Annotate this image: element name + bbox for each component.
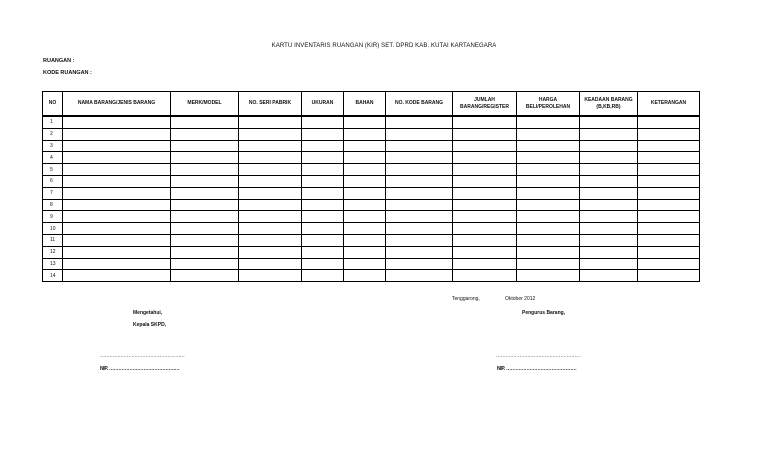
table-cell bbox=[63, 199, 171, 211]
row-number: 3 bbox=[43, 140, 63, 152]
table-cell bbox=[344, 164, 386, 176]
table-cell bbox=[638, 140, 700, 152]
table-cell bbox=[517, 140, 580, 152]
table-cell bbox=[580, 116, 638, 128]
row-number: 10 bbox=[43, 223, 63, 235]
table-cell bbox=[638, 223, 700, 235]
table-cell bbox=[302, 152, 344, 164]
table-cell bbox=[302, 246, 344, 258]
mengetahui-label: Mengetahui, bbox=[133, 310, 163, 316]
signing-date: Oktober 2012 bbox=[505, 296, 536, 302]
table-cell bbox=[302, 187, 344, 199]
table-cell bbox=[453, 199, 517, 211]
row-number: 1 bbox=[43, 116, 63, 128]
signature-line-right: ……………………………………………… bbox=[496, 353, 581, 359]
table-cell bbox=[344, 116, 386, 128]
table-cell bbox=[386, 223, 453, 235]
table-cell bbox=[580, 270, 638, 282]
table-cell bbox=[580, 223, 638, 235]
table-row bbox=[43, 223, 700, 235]
table-cell bbox=[386, 140, 453, 152]
table-cell bbox=[638, 234, 700, 246]
table-cell bbox=[239, 175, 302, 187]
table-row bbox=[43, 246, 700, 258]
table-cell bbox=[638, 246, 700, 258]
row-number: 7 bbox=[43, 187, 63, 199]
table-cell bbox=[302, 234, 344, 246]
header-no-kode-barang: NO. KODE BARANG bbox=[386, 92, 453, 117]
table-cell bbox=[171, 116, 239, 128]
table-cell bbox=[517, 234, 580, 246]
table-cell bbox=[63, 258, 171, 270]
table-cell bbox=[453, 116, 517, 128]
table-cell bbox=[638, 187, 700, 199]
signing-place: Tenggarong, bbox=[452, 296, 480, 302]
table-cell bbox=[239, 223, 302, 235]
row-number: 12 bbox=[43, 246, 63, 258]
table-cell bbox=[302, 270, 344, 282]
table-cell bbox=[386, 128, 453, 140]
row-number: 2 bbox=[43, 128, 63, 140]
table-cell bbox=[638, 152, 700, 164]
table-cell bbox=[344, 223, 386, 235]
table-cell bbox=[453, 128, 517, 140]
table-row bbox=[43, 270, 700, 282]
ruangan-label: RUANGAN : bbox=[43, 58, 75, 64]
table-cell bbox=[171, 246, 239, 258]
table-cell bbox=[517, 187, 580, 199]
table-cell bbox=[171, 128, 239, 140]
table-cell bbox=[302, 140, 344, 152]
table-row bbox=[43, 211, 700, 223]
table-row bbox=[43, 116, 700, 128]
header-keadaan-barang bbox=[580, 92, 638, 117]
header-jumlah-line1: JUMLAH bbox=[474, 96, 495, 103]
table-cell bbox=[517, 116, 580, 128]
table-row bbox=[43, 234, 700, 246]
table-cell bbox=[302, 116, 344, 128]
document-title: KARTU INVENTARIS RUANGAN (KIR) SET. DPRD KAB. KUTAI KARTANEGARA bbox=[271, 43, 497, 49]
table-cell bbox=[239, 128, 302, 140]
table-cell bbox=[638, 175, 700, 187]
table-cell bbox=[517, 223, 580, 235]
table-cell bbox=[386, 211, 453, 223]
table-cell bbox=[171, 140, 239, 152]
table-cell bbox=[171, 270, 239, 282]
inventory-table-body bbox=[43, 116, 700, 282]
row-number: 11 bbox=[43, 234, 63, 246]
table-cell bbox=[171, 187, 239, 199]
table-cell bbox=[239, 152, 302, 164]
table-row bbox=[43, 258, 700, 270]
table-row bbox=[43, 128, 700, 140]
table-cell bbox=[386, 164, 453, 176]
kode-ruangan-label: KODE RUANGAN : bbox=[43, 70, 92, 76]
table-cell bbox=[63, 175, 171, 187]
table-cell bbox=[580, 199, 638, 211]
table-cell bbox=[171, 258, 239, 270]
table-cell bbox=[239, 270, 302, 282]
table-row bbox=[43, 152, 700, 164]
table-cell bbox=[453, 175, 517, 187]
table-cell bbox=[386, 152, 453, 164]
table-cell bbox=[239, 211, 302, 223]
table-cell bbox=[386, 234, 453, 246]
table-header-row bbox=[43, 92, 700, 117]
table-cell bbox=[171, 211, 239, 223]
table-cell bbox=[344, 187, 386, 199]
table-cell bbox=[239, 140, 302, 152]
table-cell bbox=[517, 246, 580, 258]
table-cell bbox=[580, 211, 638, 223]
table-cell bbox=[517, 128, 580, 140]
table-cell bbox=[344, 175, 386, 187]
table-cell bbox=[302, 223, 344, 235]
table-cell bbox=[239, 187, 302, 199]
table-cell bbox=[171, 199, 239, 211]
table-cell bbox=[517, 175, 580, 187]
table-cell bbox=[344, 152, 386, 164]
table-cell bbox=[453, 270, 517, 282]
table-row bbox=[43, 140, 700, 152]
table-cell bbox=[386, 270, 453, 282]
table-cell bbox=[63, 211, 171, 223]
table-cell bbox=[63, 234, 171, 246]
row-number: 9 bbox=[43, 211, 63, 223]
table-cell bbox=[638, 270, 700, 282]
table-cell bbox=[638, 211, 700, 223]
table-cell bbox=[63, 223, 171, 235]
table-cell bbox=[63, 187, 171, 199]
row-number: 6 bbox=[43, 175, 63, 187]
table-cell bbox=[580, 258, 638, 270]
table-cell bbox=[239, 164, 302, 176]
table-cell bbox=[171, 223, 239, 235]
header-jumlah-line2: BARANG/REGISTER bbox=[460, 103, 509, 110]
table-cell bbox=[453, 152, 517, 164]
table-cell bbox=[580, 152, 638, 164]
table-cell bbox=[344, 246, 386, 258]
header-no-seri-pabrik: NO. SERI PABRIK bbox=[239, 92, 302, 117]
table-cell bbox=[239, 246, 302, 258]
table-cell bbox=[302, 258, 344, 270]
table-cell bbox=[638, 258, 700, 270]
table-cell bbox=[171, 152, 239, 164]
table-cell bbox=[302, 199, 344, 211]
table-cell bbox=[386, 175, 453, 187]
table-cell bbox=[239, 116, 302, 128]
table-row bbox=[43, 175, 700, 187]
header-no: NO bbox=[43, 92, 63, 117]
table-cell bbox=[517, 164, 580, 176]
header-jumlah-barang bbox=[453, 92, 517, 117]
table-row bbox=[43, 199, 700, 211]
table-cell bbox=[453, 164, 517, 176]
row-number: 5 bbox=[43, 164, 63, 176]
table-cell bbox=[344, 199, 386, 211]
kepala-skpd-label: Kepala SKPD, bbox=[133, 322, 167, 328]
inventory-table bbox=[42, 91, 700, 282]
table-cell bbox=[386, 199, 453, 211]
table-cell bbox=[63, 270, 171, 282]
pengurus-barang-label: Pengurus Barang, bbox=[522, 310, 566, 316]
nip-left: NIP. ……………………………………… bbox=[100, 366, 180, 372]
table-cell bbox=[580, 175, 638, 187]
table-cell bbox=[344, 270, 386, 282]
header-harga-beli bbox=[517, 92, 580, 117]
table-cell bbox=[517, 199, 580, 211]
table-cell bbox=[386, 246, 453, 258]
table-cell bbox=[344, 258, 386, 270]
table-cell bbox=[302, 175, 344, 187]
table-cell bbox=[453, 223, 517, 235]
table-cell bbox=[171, 175, 239, 187]
table-cell bbox=[638, 116, 700, 128]
row-number: 8 bbox=[43, 199, 63, 211]
table-cell bbox=[517, 258, 580, 270]
table-cell bbox=[517, 211, 580, 223]
table-cell bbox=[638, 164, 700, 176]
table-cell bbox=[638, 199, 700, 211]
table-cell bbox=[344, 234, 386, 246]
header-bahan: BAHAN bbox=[344, 92, 386, 117]
header-keadaan-line2: (B,KB,RB) bbox=[596, 103, 621, 110]
header-harga-line1: HARGA bbox=[538, 96, 558, 103]
table-cell bbox=[453, 258, 517, 270]
table-cell bbox=[302, 164, 344, 176]
table-row bbox=[43, 187, 700, 199]
row-number: 13 bbox=[43, 258, 63, 270]
table-row bbox=[43, 164, 700, 176]
table-cell bbox=[386, 258, 453, 270]
table-cell bbox=[517, 270, 580, 282]
table-cell bbox=[580, 140, 638, 152]
table-cell bbox=[302, 211, 344, 223]
table-cell bbox=[239, 199, 302, 211]
table-cell bbox=[580, 164, 638, 176]
nip-right: NIP. ……………………………………… bbox=[497, 366, 577, 372]
table-cell bbox=[171, 234, 239, 246]
table-cell bbox=[63, 140, 171, 152]
table-cell bbox=[453, 234, 517, 246]
table-cell bbox=[63, 246, 171, 258]
table-cell bbox=[453, 140, 517, 152]
table-cell bbox=[344, 128, 386, 140]
header-ukuran: UKURAN bbox=[302, 92, 344, 117]
table-cell bbox=[638, 128, 700, 140]
header-keterangan: KETERANGAN bbox=[638, 92, 700, 117]
table-cell bbox=[302, 128, 344, 140]
table-cell bbox=[580, 234, 638, 246]
table-cell bbox=[63, 116, 171, 128]
table-cell bbox=[580, 187, 638, 199]
table-cell bbox=[344, 211, 386, 223]
table-cell bbox=[580, 246, 638, 258]
row-number: 4 bbox=[43, 152, 63, 164]
table-cell bbox=[517, 152, 580, 164]
signature-line-left: ……………………………………………… bbox=[100, 353, 185, 359]
row-number: 14 bbox=[43, 270, 63, 282]
table-cell bbox=[63, 152, 171, 164]
header-keadaan-line1: KEADAAN BARANG bbox=[584, 96, 633, 103]
table-cell bbox=[239, 234, 302, 246]
table-cell bbox=[580, 128, 638, 140]
table-cell bbox=[344, 140, 386, 152]
table-cell bbox=[453, 211, 517, 223]
table-cell bbox=[171, 164, 239, 176]
table-cell bbox=[63, 164, 171, 176]
table-cell bbox=[386, 187, 453, 199]
table-cell bbox=[63, 128, 171, 140]
header-merk-model: MERK/MODEL bbox=[171, 92, 239, 117]
header-nama-barang: NAMA BARANG/JENIS BARANG bbox=[63, 92, 171, 117]
table-cell bbox=[239, 258, 302, 270]
table-cell bbox=[453, 187, 517, 199]
table-cell bbox=[453, 246, 517, 258]
header-harga-line2: BELI/PEROLEHAN bbox=[525, 103, 571, 110]
table-cell bbox=[386, 116, 453, 128]
